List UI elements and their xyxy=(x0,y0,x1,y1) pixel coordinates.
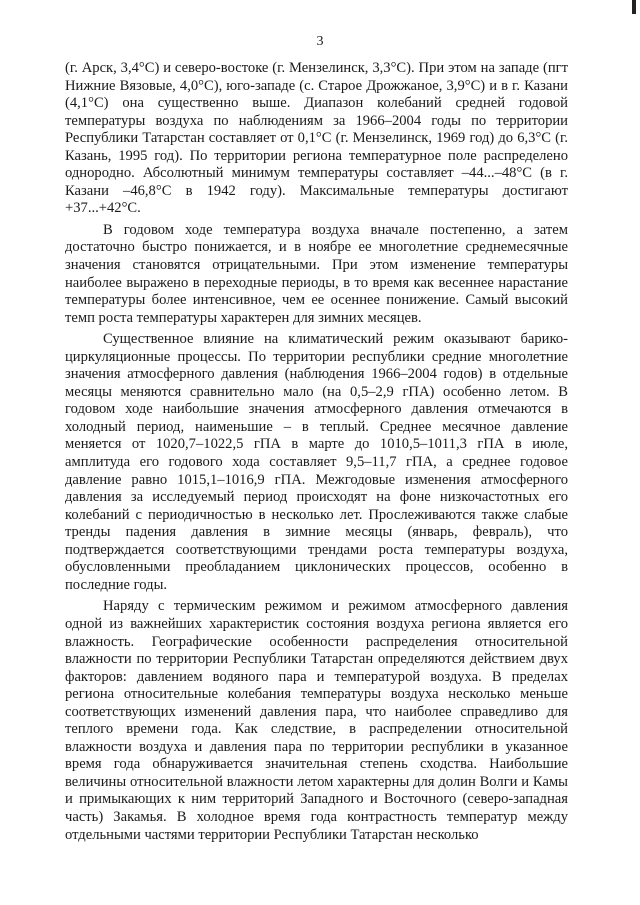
paragraph-annual-temperature-cycle: В годовом ходе температура воздуха вначале постепенно, а затем достаточно быстро понижается, и в ноябре ее многолетние среднемесячные значения становятся отрицательными. При этом изменение температуры наиболее выражено в переходные периоды, в то время как весеннее нарастание температуры более интенсивное, чем ее осеннее понижение. Самый высокий темп роста температуры характерен для зимних месяцев. xyxy=(65,221,568,326)
page-number: 3 xyxy=(316,34,324,49)
paragraph-temperature-distribution: (г. Арск, 3,4°С) и северо-востоке (г. Мензелинск, 3,3°С). При этом на западе (пгт Нижние Вязовые, 4,0°С), юго-западе (с. Старое Дрожжаное, 3,9°С) и в г. Казани (4,1°С) она существенно выше. Диапазон колебаний средней годовой температуры воздуха по наблюдениям за 1966–2004 годы по территории Республики Татарстан составляет от 0,1°С (г. Мензелинск, 1969 год) до 6,3°С (г. Казань, 1995 год). По территории региона температурное поле распределено однородно. Абсолютный минимум температуры составляет –44...–48°С (в г. Казани –46,8°С в 1942 году). Максимальные температуры достигают +37...+42°С. xyxy=(65,60,568,217)
paragraph-humidity: Наряду с термическим режимом и режимом атмосферного давления одной из важнейших характеристик состояния воздуха региона является его влажность. Географические особенности распределения относительной влажности по территории Республики Татарстан определяются действием двух факторов: давлением водяного пара и температурой воздуха. В пределах региона относительные колебания температуры воздуха несколько меньше соответствующих изменений давления пара, что наиболее справедливо для теплого времени года. Как следствие, в распределении относительной влажности воздуха и давления пара по территории республики в указанное время года обнаруживается значительная степень сходства. Наибольшие величины относительной влажности летом характерны для долин Волги и Камы и примыкающих к ним территорий Западного и Восточного (северо-западная часть) Закамья. В холодное время года контрастность температур между отдельными частями территории Республики Татарстан несколько xyxy=(65,598,568,843)
document-body xyxy=(65,60,568,848)
corner-scan-mark xyxy=(632,0,636,14)
paragraph-atmospheric-pressure: Существенное влияние на климатический режим оказывают барико-циркуляционные процессы. По территории республики средние многолетние значения атмосферного давления (наблюдения 1966–2004 годов) в отдельные месяцы меняются сравнительно мало (на 0,5–2,9 гПА) особенно летом. В годовом ходе наибольшие значения атмосферного давления отмечаются в холодный период, наименьшие – в теплый. Среднее месячное давление меняется от 1020,7–1022,5 гПА в марте до 1010,5–1011,3 гПА в июле, амплитуда его годового хода составляет 9,5–11,7 гПА, а среднее годовое давление равно 1015,1–1016,9 гПА. Межгодовые изменения атмосферного давления за исследуемый период происходят на фоне низкочастотных его колебаний с периодичностью в несколько лет. Прослеживаются также слабые тренды падения давления в зимние месяцы (январь, февраль), что подтверждается соответствующими трендами роста температуры воздуха, обусловленными преобладанием циклонических процессов, особенно в последние годы. xyxy=(65,331,568,593)
